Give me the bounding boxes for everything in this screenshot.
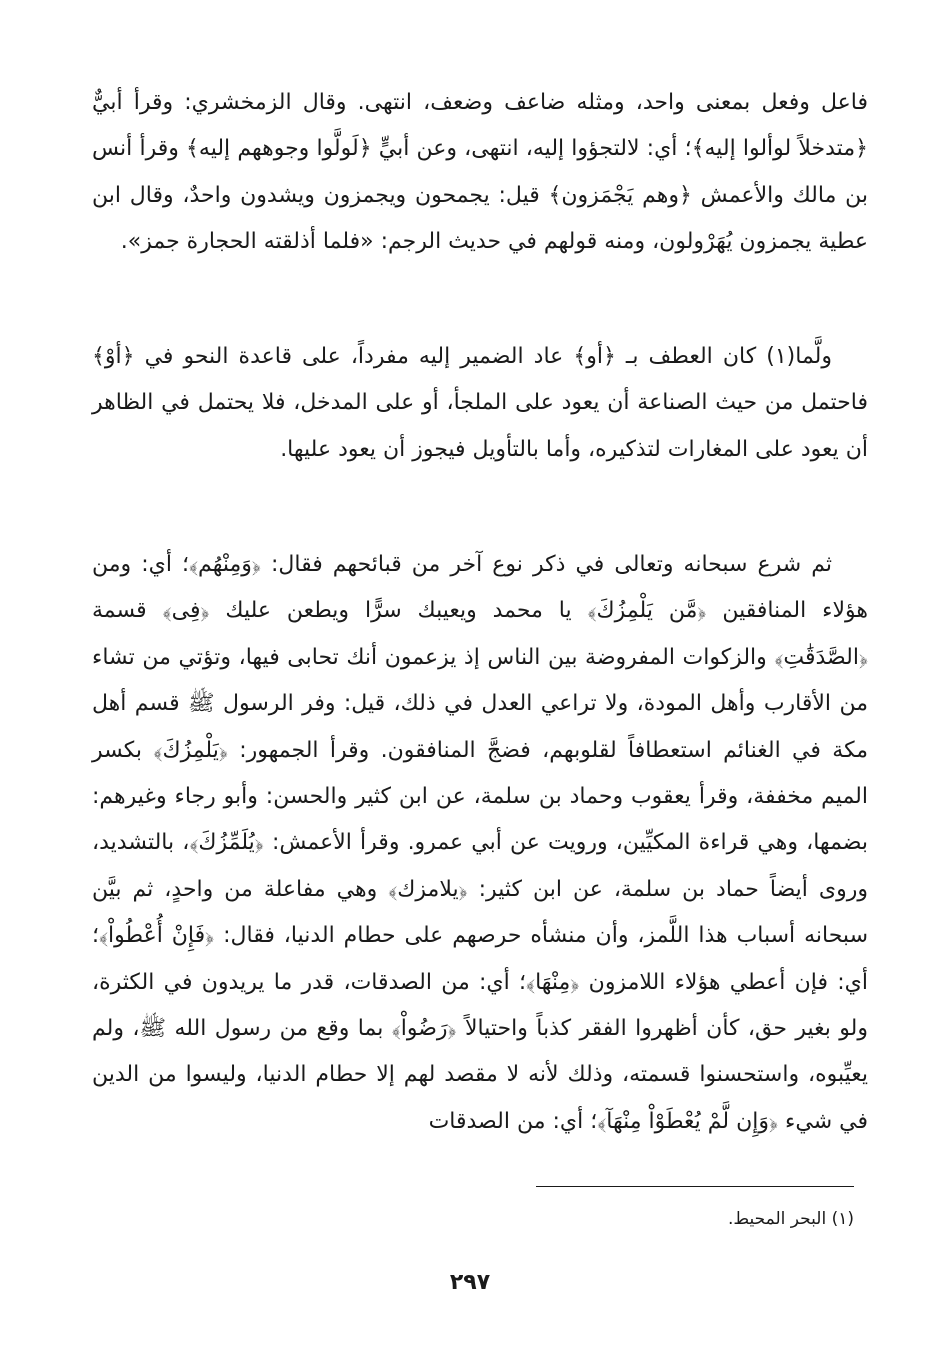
page-number: ٢٩٧ [449,1270,491,1295]
paragraph-2 [92,334,868,473]
paragraph-1 [92,80,868,266]
footnote-separator [536,1186,854,1187]
paragraph-1-text: فاعل وفعل بمعنى واحد، ومثله ضاعف وضعف، انتهى. وقال الزمخشري: وقرأ أبيٌّ ﴿متدخلاً لوألوا إليه﴾؛ أي: لالتجؤوا إليه، انتهى، وعن أبيٍّ ﴿لَولَّوا وجوههم إليه﴾ وقرأ أنس بن مالك والأعمش ﴿وهم يَجْمَزون﴾ قيل: يجمحون ويجمزون ويشدون واحدٌ، وقال ابن عطية يجمزون يُهَرْولون، ومنه قولهم في حديث الرجم: «فلما أذلقته الحجارة جمز». [92,90,868,255]
paragraph-2-text: ولَّما(١) كان العطف بـ ﴿أو﴾ عاد الضمير إليه مفرداً، على قاعدة النحو في ﴿أوْ﴾ فاحتمل من حيث الصناعة أن يعود على الملجأ، أو على المدخل، فلا يحتمل في الظاهر أن يعود على المغارات لتذكيره، وأما بالتأويل فيجوز أن يعود عليها. [92,344,868,462]
footnote: (١) البحر المحيط. [728,1209,854,1229]
paragraph-3 [92,542,868,1145]
paragraph-3-text: ثم شرع سبحانه وتعالى في ذكر نوع آخر من قبائحهم فقال: ﴿وَمِنْهُم﴾؛ أي: ومن هؤلاء المنافقين ﴿مَّن يَلْمِزُكَ﴾ يا محمد ويعيبك سرًّا ويطعن عليك ﴿فِى﴾ قسمة ﴿الصَّدَقَٰتِ﴾ والزكوات المفروضة بين الناس إذ يزعمون أنك تحابى فيها، وتؤتي من تشاء من الأقارب وأهل المودة، ولا تراعي العدل في ذلك، قيل: وفر الرسول ﷺ قسم أهل مكة في الغنائم استعطافاً لقلوبهم، فضجَّ المنافقون. وقرأ الجمهور: ﴿يَلْمِزُكَ﴾ بكسر الميم مخففة، وقرأ يعقوب وحماد بن سلمة، عن ابن كثير والحسن: وأبو رجاء وغيرهم: بضمها، وهي قراءة المكيِّين، ورويت عن أبي عمرو. وقرأ الأعمش: ﴿يُلَمِّزُكَ﴾، بالتشديد، وروى أيضاً حماد بن سلمة، عن ابن كثير: ﴿يلامزك﴾ وهي مفاعلة من واحدٍ، ثم بيَّن سبحانه أسباب هذا اللَّمز، وأن منشأه حرصهم على حطام الدنيا، فقال: ﴿فَإِنْ أُعْطُواْ﴾؛ أي: فإن أعطي هؤلاء اللامزون ﴿مِنْهَا﴾؛ أي: من الصدقات، قدر ما يريدون في الكثرة، ولو بغير حق، كأن أظهروا الفقر كذباً واحتيالاً ﴿رَضُواْ﴾ بما وقع من رسول الله ﷺ، ولم يعيِّبوه، واستحسنوا قسمته، وذلك لأنه لا مقصد لهم إلا حطام الدنيا، وليسوا من الدين في شيء ﴿وَإِن لَّمْ يُعْطَوْاْ مِنْهَآ﴾؛ أي: من الصدقات [92,552,868,1134]
